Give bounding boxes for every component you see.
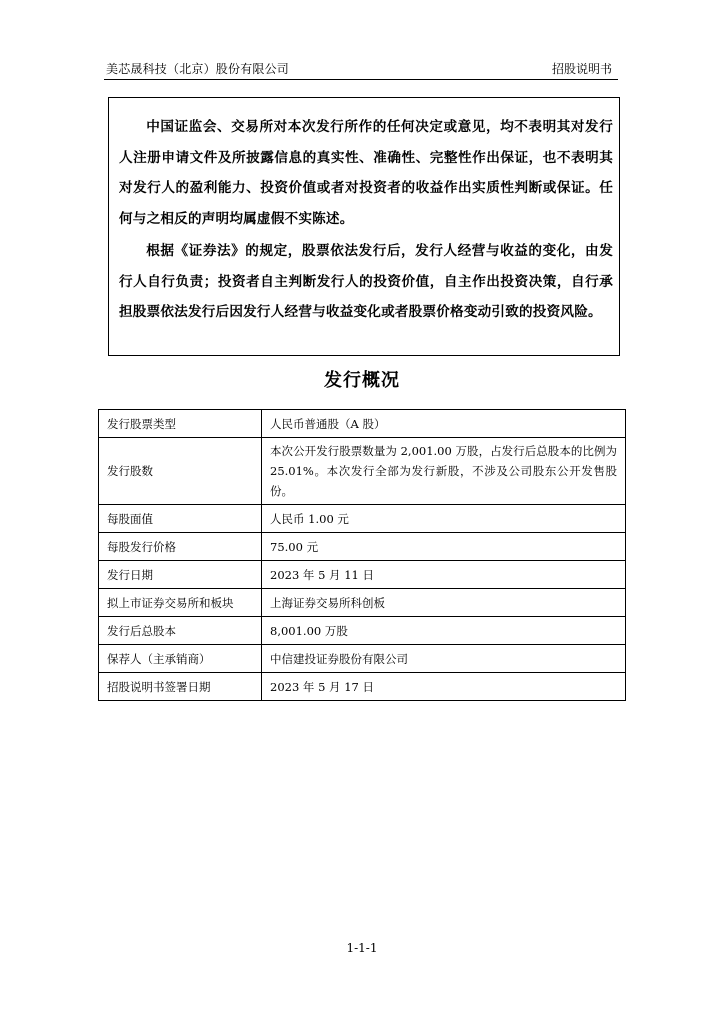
row-value: 中信建投证券股份有限公司 [262,645,626,673]
page-number: 1-1-1 [346,941,378,955]
issuance-overview-table [98,409,626,701]
table-row [99,410,626,438]
row-value: 8,001.00 万股 [262,617,626,645]
row-value: 人民币普通股（A 股） [262,410,626,438]
row-label: 拟上市证券交易所和板块 [99,589,262,617]
row-label: 招股说明书签署日期 [99,673,262,701]
row-value: 2023 年 5 月 17 日 [262,673,626,701]
row-label: 发行后总股本 [99,617,262,645]
row-label: 发行日期 [99,561,262,589]
table-row [99,645,626,673]
row-label: 每股发行价格 [99,533,262,561]
table-row [99,438,626,505]
row-value: 上海证券交易所科创板 [262,589,626,617]
row-label: 发行股数 [99,438,262,505]
notice-paragraph: 根据《证券法》的规定，股票依法发行后，发行人经营与收益的变化，由发行人自行负责；投资者自主判断发行人的投资价值，自主作出投资决策，自行承担股票依法发行后因发行人经营与收益变化或者股票价格变动引致的投资风险。 [119,243,613,320]
regulatory-notice-box [108,97,620,356]
overview-title: 发行概况 [324,370,400,391]
table-row [99,561,626,589]
header-company-name: 美芯晟科技（北京）股份有限公司 [106,62,290,76]
header-document-type: 招股说明书 [552,62,613,76]
header-divider [104,79,618,80]
notice-paragraph: 中国证监会、交易所对本次发行所作的任何决定或意见，均不表明其对发行人注册申请文件及所披露信息的真实性、准确性、完整性作出保证，也不表明其对发行人的盈利能力、投资价值或者对投资者的收益作出实质性判断或保证。任何与之相反的声明均属虚假不实陈述。 [119,119,613,227]
row-label: 保荐人（主承销商） [99,645,262,673]
table-row [99,673,626,701]
row-value: 本次公开发行股票数量为 2,001.00 万股，占发行后总股本的比例为 25.01%。本次发行全部为发行新股，不涉及公司股东公开发售股份。 [262,438,626,505]
row-label: 发行股票类型 [99,410,262,438]
row-value: 人民币 1.00 元 [262,505,626,533]
row-label: 每股面值 [99,505,262,533]
table-row [99,505,626,533]
table-row [99,533,626,561]
row-value: 75.00 元 [262,533,626,561]
table-row [99,617,626,645]
table-row [99,589,626,617]
row-value: 2023 年 5 月 11 日 [262,561,626,589]
